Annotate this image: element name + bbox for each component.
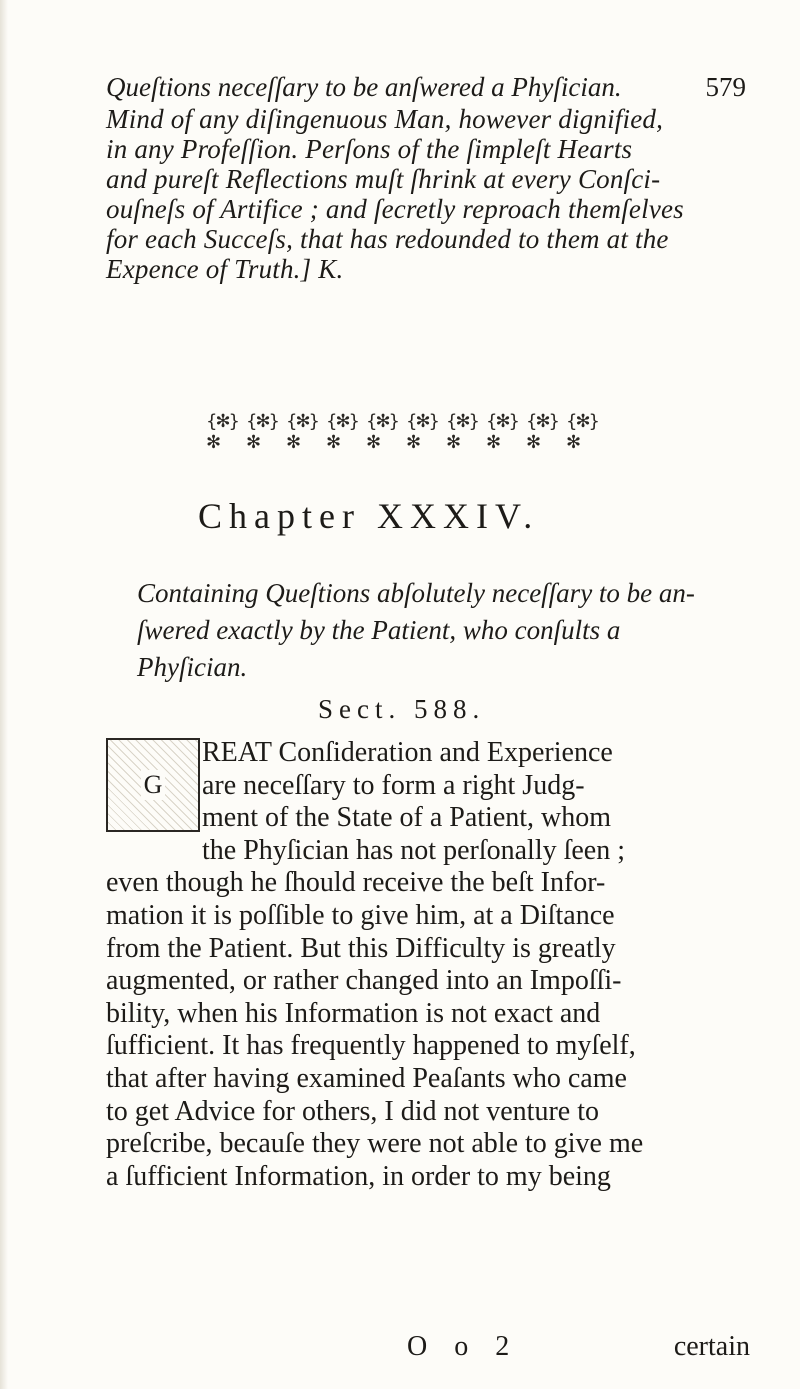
text-line: ouſneſs of Artifice ; and ſecretly reproach themſelves (106, 194, 684, 224)
drop-cap-letter: G (141, 770, 166, 800)
body-line: to get Advice for others, I did not venture to (106, 1095, 599, 1127)
body-line: ſufficient. It has frequently happened to myſelf, (106, 1030, 636, 1062)
ornament-unit: {✻}✻ (526, 411, 558, 453)
text-line: in any Profeſſion. Perſons of the ſimpleſt Hearts (106, 134, 633, 164)
catchword: certain (673, 1331, 750, 1362)
running-header (106, 70, 746, 104)
ornament-unit: {✻}✻ (406, 411, 438, 453)
summary-line: ſwered exactly by the Patient, who conſults a (137, 615, 621, 645)
body-line: a ſufficient Information, in order to my being (106, 1160, 611, 1192)
page-edge-shadow (0, 0, 8, 1389)
body-line: ment of the State of a Patient, whom (202, 802, 612, 834)
body-line: REAT Conſideration and Experience (202, 737, 613, 768)
ornament-unit: {✻}✻ (246, 411, 278, 453)
chapter-summary (137, 575, 757, 686)
body-line: bility, when his Information is not exact and (106, 997, 601, 1029)
text-line: for each Succeſs, that has redounded to them at the (106, 224, 669, 254)
previous-section-text (106, 104, 750, 284)
signature-mark: O o 2 (407, 1331, 520, 1362)
body-line: mation it is poſſible to give him, at a Diſtance (106, 899, 615, 931)
ornament-unit: {✻}✻ (206, 411, 238, 453)
body-line: that after having examined Peaſants who came (106, 1062, 627, 1094)
section-body (106, 737, 750, 1193)
body-line: preſcribe, becauſe they were not able to give me (106, 1128, 644, 1160)
text-line: Mind of any diſingenuous Man, however dignified, (106, 104, 664, 134)
ornament-unit: {✻}✻ (286, 411, 318, 453)
text-line: Expence of Truth.] K. (106, 254, 344, 284)
summary-line: Containing Queſtions abſolutely neceſſary to be an- (137, 578, 695, 608)
ornament-unit: {✻}✻ (366, 411, 398, 453)
body-line: from the Patient. But this Difficulty is greatly (106, 932, 616, 964)
section-label: Sect. 588. (318, 694, 486, 724)
page-number: 579 (705, 72, 746, 102)
ornament-unit: {✻}✻ (326, 411, 358, 453)
text-line: and pureſt Reflections muſt ſhrink at every Conſci- (106, 164, 661, 194)
ornament-unit: {✻}✻ (566, 411, 598, 453)
body-line: augmented, or rather changed into an Impoſſi- (106, 965, 622, 997)
body-line: the Phyſician has not perſonally ſeen ; (202, 834, 626, 866)
chapter-heading: Chapter XXXIV. (198, 496, 540, 536)
body-line: are neceſſary to form a right Judg- (202, 769, 585, 801)
running-title: Queſtions neceſſary to be anſwered a Phyſician. (106, 72, 622, 102)
ornament-unit: {✻}✻ (446, 411, 478, 453)
decorative-ornament-rule (206, 411, 606, 453)
summary-line: Phyſician. (137, 652, 248, 682)
ornament-unit: {✻}✻ (486, 411, 518, 453)
body-line: even though he ſhould receive the beſt Infor- (106, 867, 606, 899)
